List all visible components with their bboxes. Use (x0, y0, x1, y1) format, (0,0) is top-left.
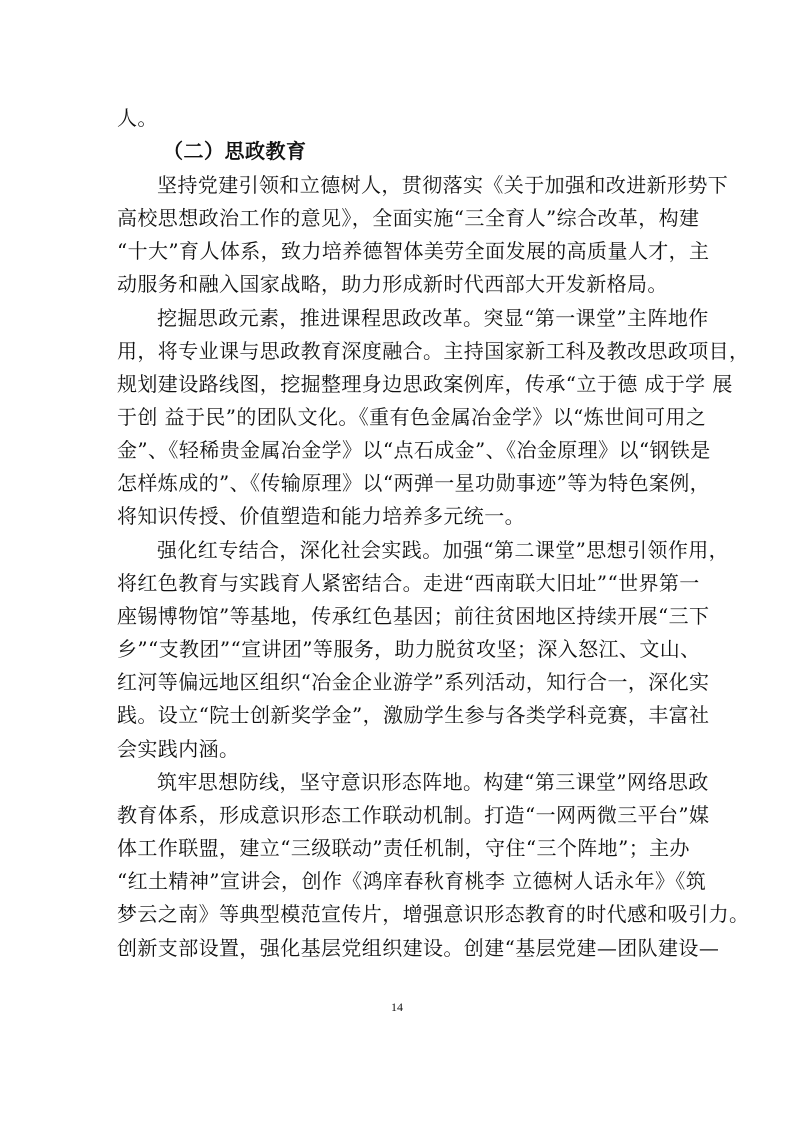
text-line: 会实践内涵。 (117, 737, 240, 761)
text-line: 金”、《轻稀贵金属冶金学》以“点石成金”、《冶金原理》以“钢铁是 (117, 438, 711, 462)
section-heading: （二）思政教育 (163, 139, 307, 163)
text-line: 乡”“支教团”“宣讲团”等服务，助力脱贫攻坚；深入怒江、文山、 (117, 637, 701, 661)
text-line: 体工作联盟，建立“三级联动”责任机制，守住“三个阵地”；主办 (117, 836, 690, 860)
page-number: 14 (391, 1000, 403, 1014)
text-line: 将知识传授、价值塑造和能力培养多元统一。 (117, 504, 525, 528)
text-line: 人。 (117, 106, 158, 130)
text-line: “十大”育人体系，致力培养德智体美劳全面发展的高质量人才，主 (117, 239, 710, 263)
text-line: 教育体系，形成意识形态工作联动机制。打造“一网两微三平台”媒 (117, 803, 710, 827)
text-line: 强化红专结合，深化社会实践。加强“第二课堂”思想引领作用， (157, 538, 730, 562)
text-line: 梦云之南》等典型模范宣传片，增强意识形态教育的时代感和吸引力。 (117, 902, 750, 926)
text-line: 筑牢思想防线，坚守意识形态阵地。构建“第三课堂”网络思政 (157, 770, 709, 794)
text-line: 践。设立“院士创新奖学金”，激励学生参与各类学科竞赛，丰富社 (117, 703, 710, 727)
text-line: 坚持党建引领和立德树人，贯彻落实《关于加强和改进新形势下 (157, 173, 729, 197)
text-line: 将红色教育与实践育人紧密结合。走进“西南联大旧址”“世界第一 (117, 571, 700, 595)
text-line: 高校思想政治工作的意见》，全面实施“三全育人”综合改革，构建 (117, 206, 700, 230)
text-line: 于创 益于民”的团队文化。《重有色金属冶金学》以“炼世间可用之 (117, 405, 707, 429)
text-line: 动服务和融入国家战略，助力形成新时代西部大开发新格局。 (117, 272, 668, 296)
text-line: 座锡博物馆”等基地，传承红色基因；前往贫困地区持续开展“三下 (117, 604, 710, 628)
text-line: 红河等偏远地区组织“冶金企业游学”系列活动，知行合一，深化实 (117, 670, 710, 694)
text-line: 创新支部设置，强化基层党组织建设。创建“基层党建—团队建设— (117, 936, 720, 960)
text-line: 用，将专业课与思政教育深度融合。主持国家新工科及教改思政项目， (117, 339, 750, 363)
text-line: 挖掘思政元素，推进课程思政改革。突显“第一课堂”主阵地作 (157, 306, 709, 330)
text-line: 怎样炼成的”、《传输原理》以“两弹一星功勋事迹”等为特色案例， (117, 471, 711, 495)
text-line: 规划建设路线图，挖掘整理身边思政案例库，传承“立于德 成于学 展 (117, 372, 733, 396)
text-line: “红土精神”宣讲会，创作《鸿庠春秋育桃李 立德树人话永年》《筑 (117, 869, 707, 893)
